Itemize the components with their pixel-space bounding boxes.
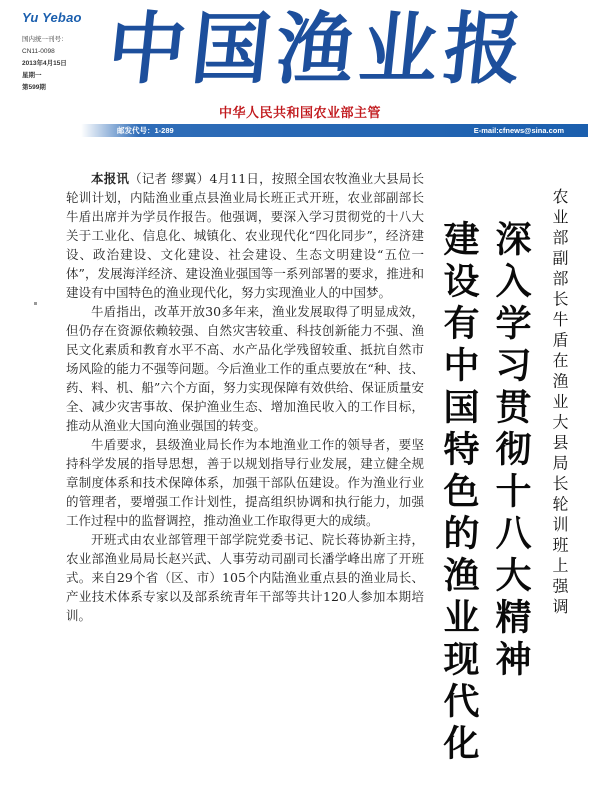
issue-weekday: 星期一	[22, 72, 42, 79]
paragraph: 牛盾指出，改革开放30多年来，渔业发展取得了明显成效，但仍存在资源依赖较强、自然灾害较重、科技创新能力不强、渔民文化素质和教育水平不高、水产品化学残留较重、抵抗自然市场风险的能力不强等问题。今后渔业工作的重点要放在“种、技、药、料、机、船”六个方面，努力实现保障有效供给、保证质量安全、减少灾害事故、保护渔业生态、增加渔民收入的工作目标，推动从渔业大国向渔业强国的转变。	[66, 304, 424, 433]
sponsor-line: 中华人民共和国农业部主管	[218, 106, 381, 121]
newspaper-title: 中国渔业报	[103, 5, 533, 95]
lead-label: 本报讯	[91, 171, 130, 186]
masthead-bar	[12, 124, 588, 137]
domestic-number: 国内统一刊号：	[22, 36, 68, 43]
logo-english: Yu Yebao	[22, 10, 82, 25]
byline: （记者 缪翼）	[129, 171, 210, 186]
paragraph: 牛盾要求，县级渔业局长作为本地渔业工作的领导者，要坚持科学发展的指导思想，善于以规划指导行业发展，建立健全规章制度体系和技术保障体系，加强干部队伍建设。作为渔业行业的管理者，要增强工作计划性，提高组织协调和执行能力，加强工作过程中的监督调控，推动渔业工作取得更大的成绩。	[66, 437, 424, 528]
print-mark	[34, 302, 37, 305]
email-address: E-mail:cfnews@sina.com	[473, 126, 564, 135]
headline	[432, 220, 536, 780]
masthead	[0, 0, 600, 150]
paragraph: 开班式由农业部管理干部学院党委书记、院长蒋协新主持，农业部渔业局局长赵兴武、人事劳动司副司长潘学峰出席了开班式。来自29个省（区、市）105个内陆渔业重点县的渔业局长、产业技术体系专家以及部系统青年干部等共计120人参加本期培训。	[66, 532, 424, 623]
cn-number: CN11-0098	[22, 48, 55, 55]
issue-date: 2013年4月15日	[22, 60, 67, 67]
postal-code: 邮发代号：1-289	[117, 126, 174, 135]
article	[0, 150, 600, 796]
subheadline: 农业部副部长牛盾在渔业大县局长轮训班上强调	[550, 188, 569, 619]
issue-number: 第599期	[22, 84, 46, 91]
paragraph: 本报讯（记者 缪翼）4月11日，按照全国农牧渔业大县局长轮训计划，内陆渔业重点县渔业局长班正式开班，农业部副部长牛盾出席并为学员作报告。他强调，要深入学习贯彻党的十八大关于工业化、信息化、城镇化、农业现代化“四化同步”，经济建设、政治建设、文化建设、社会建设、生态文明建设“五位一体”，发展海洋经济、建设渔业强国等一系列部署的要求，推进和建设有中国特色的渔业现代化，努力实现渔业人的中国梦。	[66, 171, 424, 300]
headline-line: 深入学习贯彻十八大精神	[490, 220, 531, 682]
article-body	[66, 169, 424, 625]
issue-meta	[22, 34, 112, 94]
headline-line: 建设有中国特色的渔业现代化	[438, 220, 479, 766]
